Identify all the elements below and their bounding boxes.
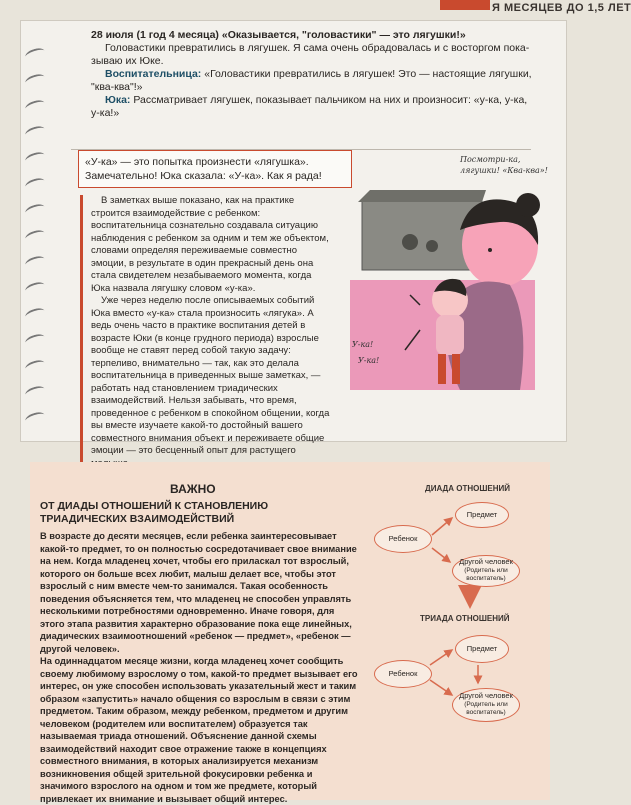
diary-line: зываю их Юке. bbox=[91, 55, 164, 67]
teacher-speech-note: Посмотри-ка, лягушки! «Ква-ква»! bbox=[460, 155, 548, 175]
important-label: ВАЖНО bbox=[170, 482, 216, 496]
article-paragraph: В заметках выше показано, как на практике строится взаимодействие с ребенком: воспитательница сознательно создавала ситуацию наблюдения с ребенком за одним и тем же объектом, словами определяя переживаемые совместно эмоции, в результате в один прекрасный день она стала свидетелем незабываемого момента, когда Юка назвала лягушку словом «у-ка». bbox=[91, 195, 329, 294]
teacher-speech: «Головастики превратились в лягушек! Это — настоящие лягушки, bbox=[204, 68, 532, 80]
dyad-title: ДИАДА ОТНОШЕНИЙ bbox=[425, 484, 510, 493]
dyad-node-child: Ребенок bbox=[374, 525, 432, 553]
important-title: ОТ ДИАДЫ ОТНОШЕНИЙ К СТАНОВЛЕНИЮ ТРИАДИЧЕСКИХ ВЗАИМОДЕЙСТВИЙ bbox=[40, 500, 269, 525]
important-paragraph: На одиннадцатом месяце жизни, когда младенец хочет сообщить своему любимому взрослому о том, какой-то предмет вызывает его интерес, он уже способен использовать указательный жест и таким образом «запустить» начало общения со взрослым в связи с этим предметом. Таким образом, между ребенком, предметом и другим человеком (родителем или воспитателем) образуется так называемая триада отношений. Объяснение данной схемы взаимодействий находит свое отражение также в концепциях совместного внимания, в которых анализируется механизм возникновения общей зрительной фокусировки ребенка и значимого взрослого на одном и том же предмете, который привлекает их внимание и вызывает общий интерес. bbox=[40, 656, 358, 804]
quote-box: «У-ка» — это попытка произнести «лягушка». Замечательно! Юка сказала: «У-ка». Как я рада! bbox=[78, 150, 352, 188]
triad-title: ТРИАДА ОТНОШЕНИЙ bbox=[420, 614, 510, 623]
dyad-node-other bbox=[452, 555, 520, 587]
teacher-speech-cont: "ква-ква"!» bbox=[91, 81, 143, 93]
triad-node-object: Предмет bbox=[455, 635, 509, 663]
speaker-teacher: Воспитательница: bbox=[105, 68, 202, 80]
diary-date: 28 июля (1 год 4 месяца) bbox=[91, 29, 219, 41]
diary-heading: «Оказывается, "головастики" — это лягушки!» bbox=[221, 29, 466, 41]
article-paragraph: Уже через неделю после описываемых событий Юка вместо «у-ка» стала произносить «лягука». А ведь очень часто в практике воспитания детей в возрасте Юки (в конце грудного периода) взрослые вообще не ставят перед собой такую задачу: терпеливо, внимательно — так, как это делала воспитательница в приведенных выше заметках, — работать над становлением триадических взаимодействий. Нельзя забывать, что время, проведенное с ребенком в спокойном общении, когда вы вместе изучаете какой-то достойный вашего совместного внимания объект и переживаете общие эмоции — это бесценный опыт для растущего bbox=[91, 295, 330, 456]
speaker-yuka: Юка: bbox=[105, 94, 131, 106]
diary-line: Головастики превратились в лягушек. Я сама очень обрадовалась и с восторгом пока- bbox=[105, 42, 530, 54]
triad-other-note: (Родитель или воспитатель) bbox=[464, 700, 508, 717]
child-speech-uka: У-ка! bbox=[352, 340, 374, 349]
yuka-speech-cont: у-ка!» bbox=[91, 107, 120, 119]
important-paragraph: В возрасте до десяти месяцев, если ребенка заинтересовывает какой-то предмет, то он полностью сосредотачивает свое внимание на нем. Когда младенец хочет, чтобы его приласкал тот взрослый, которого он больше всех любит, малыш делает все, чтобы этот взрослый с ним вместе чем-то занимался. Такая особенность поведения объясняется тем, что младенец не способен управлять несколькими потребностями одновременно. Иначе говоря, для этого этапа развития характерно образование пока еще линейных, диадических взаимоотношений «ребенок — предмет», «ребенок — другой человек». bbox=[40, 531, 357, 654]
yuka-speech: Рассматривает лягушек, показывает пальчиком на них и произносит: «у-ка, у-ка, bbox=[133, 94, 528, 106]
dyad-other-note: (Родитель или воспитатель) bbox=[464, 566, 508, 583]
triad-other-label: Другой человек bbox=[459, 691, 513, 701]
dyad-node-object: Предмет bbox=[455, 502, 509, 528]
dyad-other-label: Другой человек bbox=[459, 557, 513, 567]
triad-node-child: Ребенок bbox=[374, 660, 432, 688]
triad-node-other bbox=[452, 688, 520, 722]
running-title: Я МЕСЯЦЕВ ДО 1,5 ЛЕТ bbox=[492, 2, 631, 14]
child-speech-uka: У-ка! bbox=[358, 356, 380, 365]
